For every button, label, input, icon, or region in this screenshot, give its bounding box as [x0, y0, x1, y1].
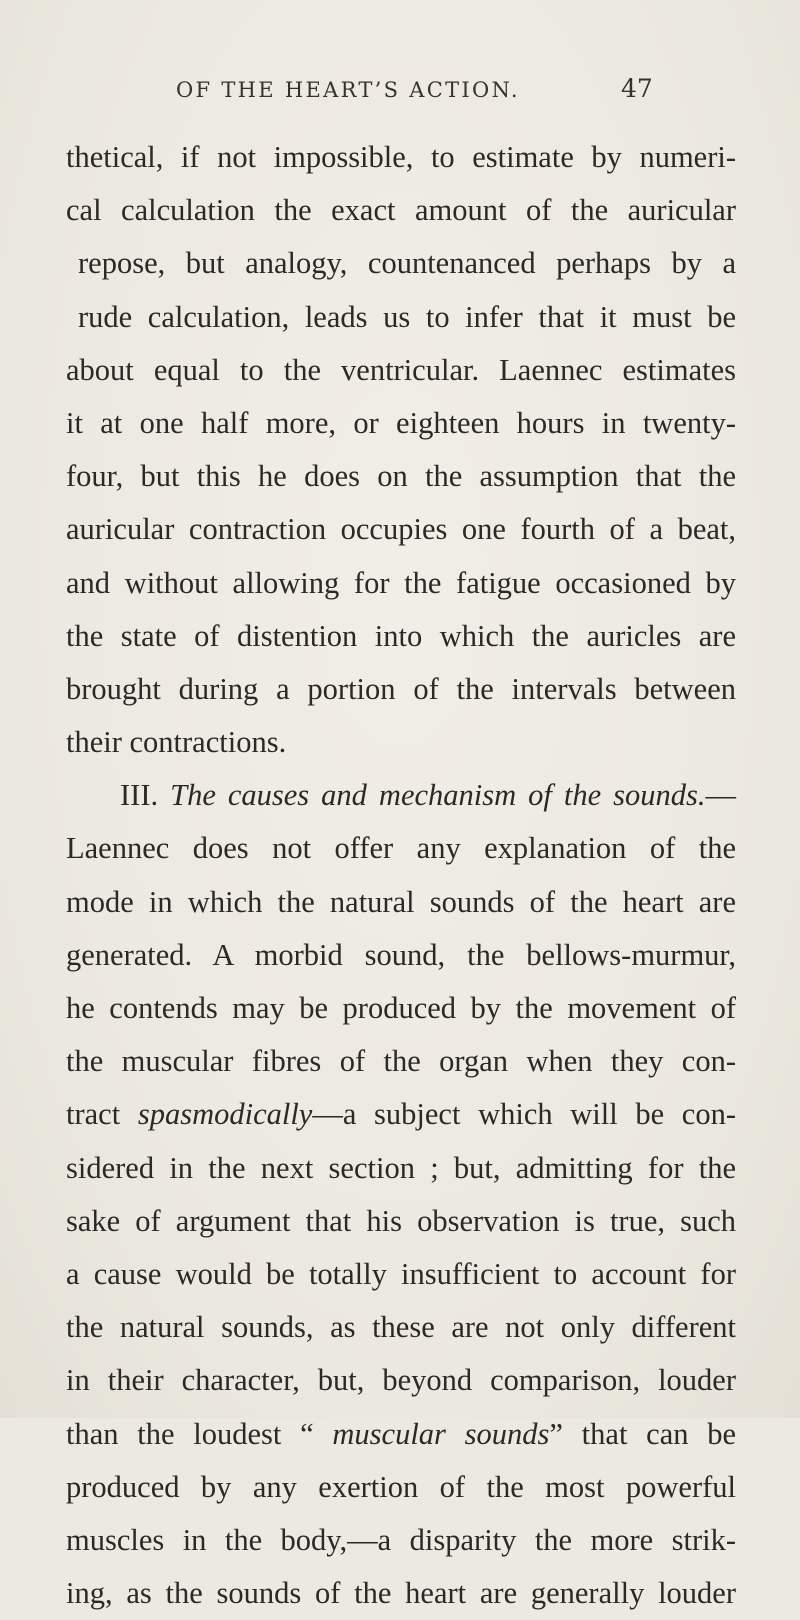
text-line: generated. A morbid sound, the bellows-murmur,	[66, 937, 736, 972]
text-span: ” that can be	[549, 1416, 737, 1451]
text-line: repose, but analogy, countenanced perhaps by a	[78, 246, 736, 281]
text-line	[66, 1088, 736, 1141]
text-line: mode in which the natural sounds of the heart are	[66, 884, 736, 919]
text-line: the state of distention into which the auricles are	[66, 618, 736, 653]
text-line: rude calculation, leads us to infer that it must be	[78, 299, 736, 334]
text-line: sidered in the next section ; but, admitting for the	[66, 1150, 736, 1185]
text-span: tract	[66, 1097, 138, 1132]
text-line: ing, as the sounds of the heart are generally louder	[66, 1576, 736, 1611]
text-line: Laennec does not offer any explanation of the	[66, 831, 736, 866]
italic-text: spasmodically	[137, 1097, 313, 1132]
page-number: 47	[621, 74, 653, 103]
text-line: thetical, if not impossible, to estimate by numeri-	[66, 140, 736, 174]
text-line: about equal to the ventricular. Laennec estimates	[66, 352, 736, 387]
text-line: their contractions.	[66, 725, 287, 760]
text-line: brought during a portion of the intervals between	[66, 671, 736, 706]
text-line: muscles in the body,—a disparity the more strik-	[66, 1522, 736, 1557]
section-number: III.	[120, 778, 171, 813]
text-span: than the loudest “	[66, 1416, 333, 1451]
text-line: four, but this he does on the assumption that the	[66, 459, 736, 494]
text-line: he contends may be produced by the movement of	[66, 991, 736, 1025]
italic-text: muscular sounds	[332, 1416, 550, 1451]
text-line: cal calculation the exact amount of the auricular	[66, 193, 736, 228]
text-line: produced by any exertion of the most powerful	[66, 1469, 736, 1504]
text-line: auricular contraction occupies one fourth of a beat,	[66, 512, 736, 547]
text-line: the muscular fibres of the organ when they con-	[66, 1044, 736, 1079]
section-dash: —	[705, 778, 736, 813]
text-line: and without allowing for the fatigue occasioned by	[66, 565, 736, 600]
section-title: The causes and mechanism of the sounds.	[170, 778, 706, 813]
body-text	[66, 131, 736, 1620]
running-head: OF THE HEART’S ACTION.	[176, 78, 520, 102]
text-line: a cause would be totally insufficient to account for	[66, 1256, 736, 1291]
text-line	[66, 1408, 736, 1461]
text-line: it at one half more, or eighteen hours in twenty-	[66, 405, 736, 440]
text-line: sake of argument that his observation is true, such	[66, 1203, 736, 1238]
text-line: the natural sounds, as these are not only different	[66, 1310, 736, 1345]
text-line: in their character, but, beyond comparison, louder	[66, 1363, 736, 1398]
section-heading-line	[66, 769, 736, 822]
text-span: —a subject which will be con-	[312, 1097, 736, 1132]
